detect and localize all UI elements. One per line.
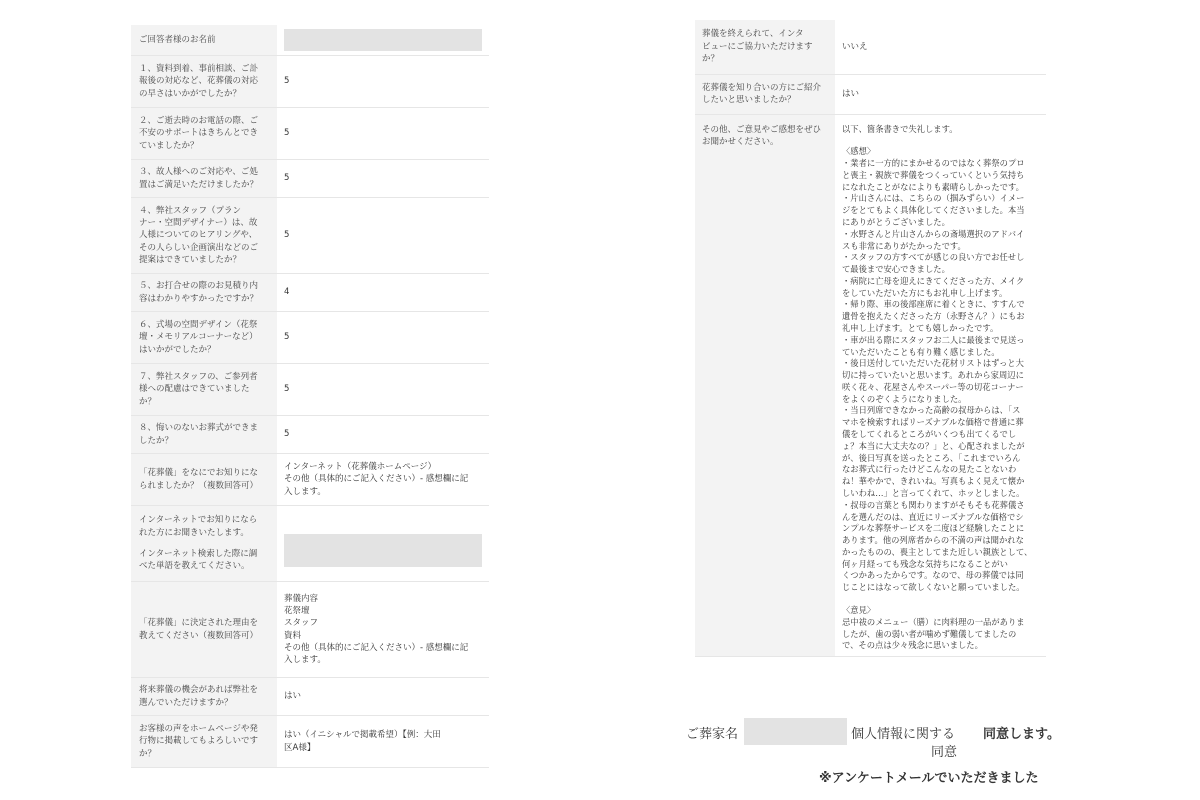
family-name-label: ご葬家名	[686, 727, 739, 742]
text-line: 壇・メモリアルコーナーなど）	[139, 332, 258, 343]
question-cell	[131, 678, 277, 716]
table-row	[695, 20, 1046, 74]
text-line: 花祭壇	[284, 605, 310, 616]
text-line: をよくのぞくようになりました。	[842, 393, 967, 404]
table-row	[131, 160, 489, 198]
text-line: ・片山さんには、こちらの（掴みずらい）イメー	[842, 193, 1025, 204]
text-line: をしていただいた方にもお礼申し上げます。	[842, 287, 1008, 298]
table-row	[131, 506, 489, 582]
text-line: と喪主・親族で葬儀をつくっていくという気持ち	[842, 169, 1025, 180]
text-line: ・当日列席できなかった高齢の叔母からは、「ス	[842, 405, 1021, 416]
text-line: になれたことがなによりも素晴らしかったです。	[842, 181, 1024, 192]
text-line: 5	[284, 384, 290, 395]
text-line: 行物に掲載してもよろしいです	[139, 736, 259, 747]
text-line: ね！華やかで、きれいね。写真もよく見えて懐か	[842, 476, 1025, 487]
text-line: お聞かせください。	[702, 136, 779, 147]
table-row	[131, 416, 489, 454]
text-line: 教えてください（複数回答可）	[139, 630, 259, 641]
question-cell	[131, 582, 277, 678]
text-line: 5	[284, 128, 290, 139]
question-cell	[131, 160, 277, 198]
text-line: ２、ご逝去時のお電話の際、ご	[139, 116, 259, 127]
text-line: れた方にお聞きいたします。	[139, 527, 249, 538]
text-line: ・水野さんと片山さんからの斎場選択のアドバイ	[842, 228, 1025, 239]
text-line: １、資料到着、事前相談、ご訃	[139, 64, 259, 75]
text-line: 切に持っていたいと思います。あれから家周辺に	[842, 370, 1024, 381]
text-line: 5	[284, 429, 290, 440]
table-row	[131, 582, 489, 678]
question-cell	[131, 56, 277, 108]
table-row	[131, 716, 489, 768]
text-line: ジをとてもよく具体化してくださいました。本当	[842, 205, 1025, 216]
text-line: 5	[284, 173, 290, 184]
text-line: ８、悔いのないお葬式ができま	[139, 423, 259, 434]
text-line: 将来葬儀の機会があれば弊社を	[139, 685, 259, 696]
text-line: 選んでいただけますか？	[139, 697, 233, 708]
text-line: 区A様】	[284, 742, 316, 753]
text-line: マホを検索すればリーズナブルな価格で普通に葬	[842, 417, 1024, 428]
table-row	[695, 114, 1046, 657]
text-line: その他（具体的にご記入ください）- 感想欄に記	[284, 642, 469, 653]
table-row	[131, 25, 489, 56]
text-line: 何ヶ月経っても残念な気持ちになることがい	[842, 558, 1008, 569]
answer-cell	[277, 25, 489, 56]
table-row	[131, 198, 489, 274]
text-line: 忌中祓のメニュー（膳）に肉料理の一品がありま	[842, 616, 1025, 627]
question-cell	[131, 198, 277, 274]
text-line: 礼申し上げます。とても嬉しかったです。	[842, 323, 999, 333]
text-line: お客様の声をホームページや発	[139, 724, 258, 735]
text-line: ていただいたことも有り難く感じました。	[842, 346, 1000, 357]
text-line: 資料	[284, 630, 302, 641]
text-line: ていましたか？	[139, 140, 199, 151]
answer-cell	[277, 56, 489, 108]
answer-cell	[277, 678, 489, 716]
answer-cell	[277, 160, 489, 198]
text-line: かったものの、喪主としてまた近しい親族として、	[842, 546, 1033, 557]
text-line: はい	[842, 88, 860, 99]
question-cell	[695, 20, 835, 74]
answer-cell	[835, 20, 1046, 74]
text-line: はい（イニシャルで掲載希望）【例：大田	[284, 730, 441, 741]
question-cell	[131, 454, 277, 506]
text-line: じことにはなって欲しくないと願っていました。	[842, 582, 1025, 593]
question-cell	[131, 364, 277, 416]
answer-cell	[277, 364, 489, 416]
text-line: 「花葬儀」に決定された理由を	[139, 618, 259, 629]
text-line: インターネットでお知りになら	[139, 515, 258, 526]
table-row	[131, 678, 489, 716]
survey-table-right	[695, 20, 1046, 657]
answer-cell	[277, 454, 489, 506]
text-line: ３、故人様へのご対応や、ご処	[139, 167, 258, 178]
opinion-intro: 以下、箇条書きで失礼します。	[842, 123, 958, 134]
question-cell	[131, 108, 277, 160]
question-cell: ご回答者様のお名前	[131, 25, 277, 56]
text-line: ・スタッフの方すべてが感じの良い方でお任せし	[842, 252, 1025, 263]
text-line: んを選んだのは、直近にリーズナブルな価格でシ	[842, 511, 1024, 522]
text-line: その他（具体的にご記入ください）- 感想欄に記	[284, 474, 469, 485]
text-line: ・業者に一方的にまかせるのではなく葬祭のプロ	[842, 158, 1025, 169]
table-row	[131, 312, 489, 364]
text-line: いいえ	[842, 41, 868, 52]
text-line: か？	[139, 748, 157, 759]
answer-cell	[277, 274, 489, 312]
question-cell	[131, 274, 277, 312]
text-line: ょ？本当に大丈夫なの？」と、心配されましたが	[842, 440, 1025, 451]
text-line: べた単語を教えてください。	[139, 561, 250, 572]
text-line: で、その点は少々残念に思いました。	[842, 640, 983, 651]
text-line: はいかがでしたか？	[139, 344, 216, 355]
text-line: インターネット（花葬儀ホームページ）	[284, 462, 437, 473]
text-line: 葬儀を終えられて、インタ	[702, 29, 804, 40]
text-line: ・車が出る際にスタッフお二人に最後まで見送っ	[842, 334, 1025, 345]
table-row	[131, 108, 489, 160]
source-note: ※アンケートメールでいただきました	[819, 771, 1039, 786]
text-line: ・叔母の言葉とも関わりますがそもそも花葬儀さ	[842, 499, 1025, 510]
question-cell	[131, 312, 277, 364]
table-row	[131, 364, 489, 416]
answer-cell	[277, 312, 489, 364]
text-line: 咲く花々、花屋さんやスーパー等の切花コーナー	[842, 381, 1024, 392]
text-line: 置はご満足いただけましたか？	[139, 179, 259, 190]
table-row	[131, 56, 489, 108]
text-line: 5	[284, 332, 290, 343]
text-line: 「花葬儀」をなにでお知りにな	[139, 468, 259, 479]
text-line: スタッフ	[284, 618, 319, 629]
text-line: が、後日写真を送ったところ、「これまでいろん	[842, 452, 1021, 463]
question-cell	[131, 716, 277, 768]
answer-cell	[277, 416, 489, 454]
text-line: 5	[284, 230, 290, 241]
text-line: スも非常にありがたかったです。	[842, 240, 966, 251]
text-line: したいと思いましたか？	[702, 95, 796, 105]
answer-cell	[277, 506, 489, 582]
answer-cell	[835, 114, 1046, 657]
text-line: したか？	[139, 435, 174, 446]
text-line: ナー・空間デザイナー）は、故	[139, 218, 258, 229]
table-row	[131, 274, 489, 312]
iken-title: 〈意見〉	[842, 604, 876, 615]
text-line: ５、お打合せの際のお見積り内	[139, 281, 259, 292]
answer-cell	[277, 716, 489, 768]
text-line: 入します。	[284, 486, 326, 497]
answer-cell	[277, 582, 489, 678]
answer-cell	[277, 108, 489, 160]
text-line: か？	[139, 396, 157, 407]
text-line: ・病院に亡母を迎えにきてくださった方、メイク	[842, 275, 1025, 286]
redacted-name-box	[284, 29, 482, 51]
text-line: ビューにご協力いただけます	[702, 41, 813, 52]
consent-label-line2: 同意	[931, 745, 958, 760]
text-line: の早さはいかがでしたか？	[139, 88, 242, 99]
question-cell	[131, 506, 277, 582]
question-cell	[131, 416, 277, 454]
text-line: くつかあったからです。なので、母の葬儀では同	[842, 570, 1024, 581]
text-line: 容はわかりやすかったですか？	[139, 293, 259, 304]
text-line: 5	[284, 76, 290, 87]
text-line: ４、弊社スタッフ（プラン	[139, 205, 242, 216]
consent-value: 同意します。	[983, 727, 1060, 742]
text-line: その人らしい企画演出などのご	[139, 242, 259, 253]
text-line: ・後日送付していただいた花材リストはずっと大	[842, 358, 1024, 369]
text-line: にありがとうございました。	[842, 216, 950, 227]
text-line: 葬儀内容	[284, 593, 319, 604]
text-line: 花葬儀を知り合いの方にご紹介	[702, 82, 822, 93]
text-line: なお葬式に行ったけどこんなの見たことないわ	[842, 464, 1017, 475]
text-line: 様への配慮はできていました	[139, 384, 250, 395]
answer-cell	[277, 198, 489, 274]
text-line: 4	[284, 287, 290, 298]
text-line: ・帰り際、車の後部座席に着くときに、すすんで	[842, 299, 1025, 310]
kanso-title: 〈感想〉	[842, 146, 876, 157]
text-line: したが、歯の弱い者が噛めず難儀してましたの	[842, 628, 1017, 639]
consent-label-line1: 個人情報に関する	[851, 727, 956, 742]
text-line: られましたか？（複数回答可）	[139, 480, 259, 491]
text-line: か？	[702, 53, 720, 64]
answer-cell	[835, 74, 1046, 114]
text-line: 人様についてのヒアリングや、	[139, 230, 258, 241]
redacted-search-words-box	[284, 534, 482, 567]
question-cell	[695, 114, 835, 657]
table-row	[131, 454, 489, 506]
text-line: あります。他の列席者からの不満の声は聞かれな	[842, 535, 1024, 546]
text-line: その他、ご意見やご感想をぜひ	[702, 124, 822, 135]
text-line: 提案はできていましたか？	[139, 254, 242, 265]
table-row	[695, 74, 1046, 114]
text-line: ６、式場の空間デザイン（花祭	[139, 320, 258, 331]
text-line: 入します。	[284, 655, 326, 666]
text-line: はい	[284, 691, 302, 702]
text-line: 報後の対応など、花葬儀の対応	[139, 76, 259, 87]
text-line: しいわね…」と言ってくれて、ホッとしました。	[842, 487, 1025, 498]
text-line: インターネット検索した際に調	[139, 549, 258, 559]
text-line: て最後まで安心できました。	[842, 264, 950, 275]
question-cell	[695, 74, 835, 114]
text-line: 儀をしてくれるところがいくつも出てくるでし	[842, 429, 1017, 440]
redacted-family-name-box	[744, 718, 847, 745]
text-line: 遺骨を抱えたくださった方（永野さん？）にもお	[842, 311, 1025, 322]
text-line: 不安のサポートはきちんとでき	[139, 128, 259, 139]
survey-table-left	[131, 25, 489, 768]
text-line: ンプルな葬祭サービスを二度ほど経験したことに	[842, 523, 1025, 534]
text-line: ７、弊社スタッフの、ご参列者	[139, 372, 258, 383]
